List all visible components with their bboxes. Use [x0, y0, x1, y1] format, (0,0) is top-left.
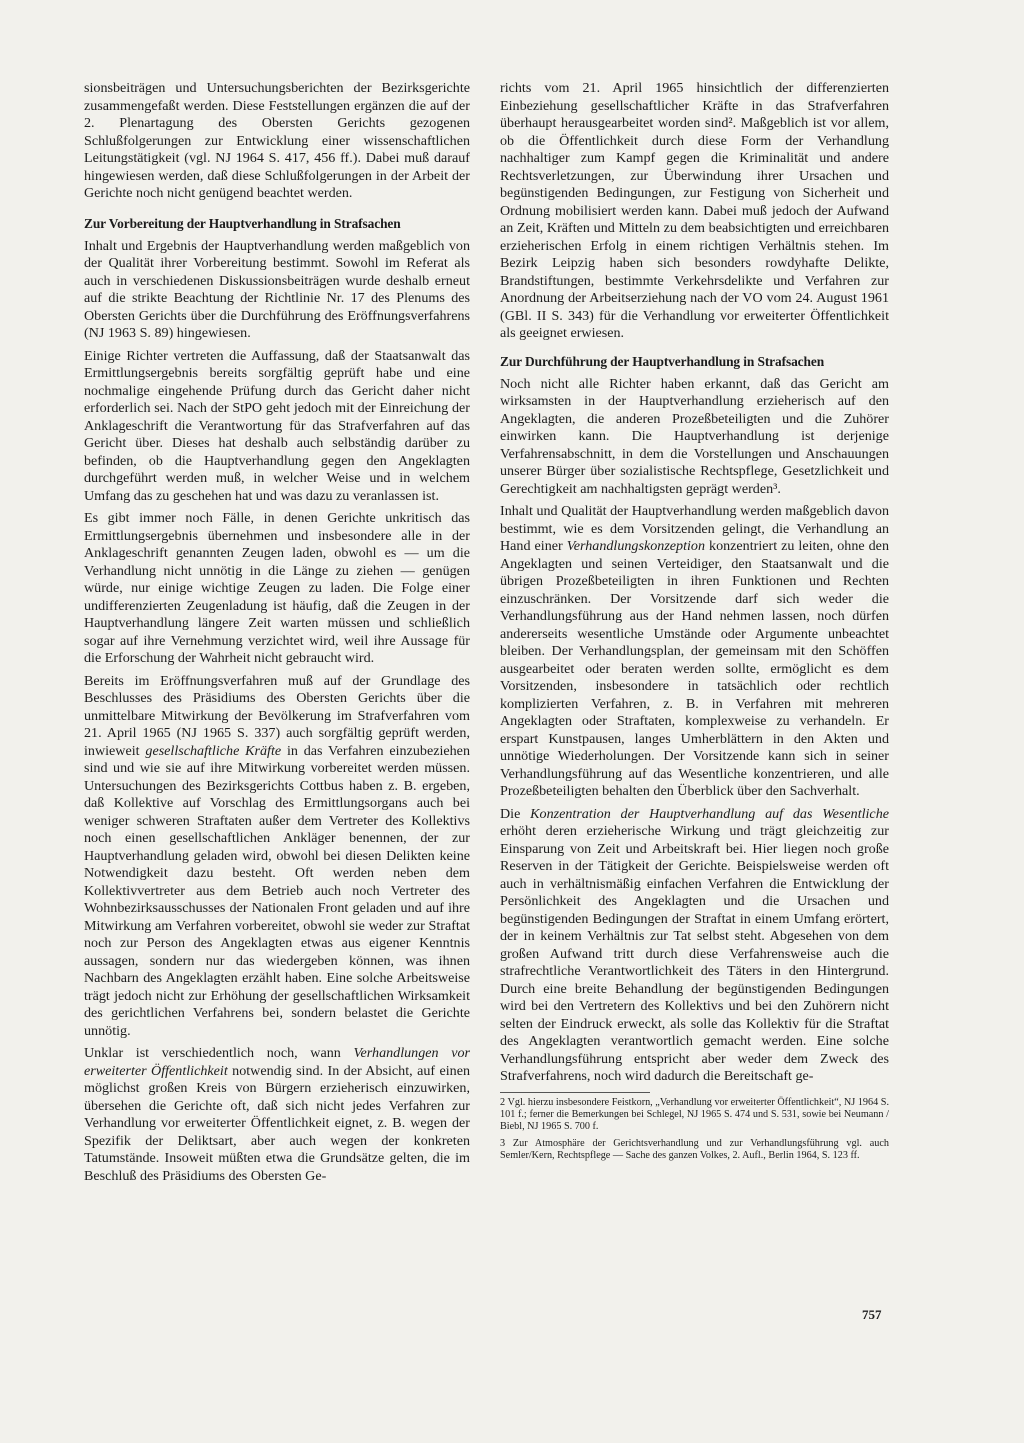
paragraph: sionsbeiträgen und Untersuchungsberichten der Bezirksgerichte zusammengefaßt werden. Diese Feststellungen ergänzen die auf der 2. Plenartagung des Obersten Gerichts gezogenen Schlußfolgerungen zur Entwicklung einer wissenschaftlichen Leitungstätigkeit (vgl. NJ 1964 S. 417, 456 ff.). Dabei muß darauf hingewiesen werden, daß diese Schlußfolgerungen in der Arbeit der Gerichte noch nicht genügend beachtet werden. [84, 80, 470, 201]
text-run: Bereits im Eröffnungsverfahren muß auf der Grundlage des Beschlusses des Präsidiums des Obersten Gerichts über die unmittelbare Mitwirkung der Bevölkerung im Strafverfahren vom 21. April 1965 (NJ 1965 S. 337) auch sorgfältig geprüft werden, inwieweit [84, 672, 470, 759]
paragraph [84, 1045, 470, 1185]
paragraph: Es gibt immer noch Fälle, in denen Gerichte unkritisch das Ermittlungsergebnis übernehmen und insbesondere alle in der Anklageschrift genannten Zeugen laden, obwohl es — um die Verhandlung nicht unnötig in die Länge zu ziehen — genügen würde, nur einige wichtige Zeugen zu laden. Die Folge einer undifferenzierten Zeugenladung ist häufig, daß die Zeugen in der Hauptverhandlung längere Zeit warten müssen und schließlich sogar auf ihre Vernehmung verzichtet wird, weil ihre Aussage für die Erforschung der Wahrheit nicht gebraucht wird. [84, 510, 470, 666]
paragraph [500, 806, 889, 1086]
emphasis: gesellschaftliche Kräfte [145, 742, 282, 759]
text-run: Unklar ist verschiedentlich noch, wann [84, 1045, 354, 1061]
emphasis: Konzentration der Hauptverhandlung auf das Wesentliche [530, 805, 889, 822]
paragraph [84, 673, 470, 1041]
paragraph: Einige Richter vertreten die Auffassung, daß der Staatsanwalt das Ermittlungsergebnis bereits sorgfältig geprüft habe und eine nochmalige eingehende Prüfung durch das Gericht daher nicht erforderlich sei. Nach der StPO geht jedoch mit der Einreichung der Anklageschrift die Verantwortung für das Strafverfahren auf das Gericht über. Dieses hat deshalb auch selbständig darüber zu befinden, ob die Hauptverhandlung gegen den Angeklagten durchgeführt werden muß, in welcher Weise und in welchem Umfang das zu geschehen hat und was dazu zu veranlassen ist. [84, 347, 470, 504]
paragraph: richts vom 21. April 1965 hinsichtlich der differenzierten Einbeziehung gesellschaftlicher Kräfte in das Strafverfahren überhaupt herausgearbeitet worden sind². Maßgeblich ist vor allem, ob die Öffentlichkeit durch diese Form der Verhandlung nachhaltiger zum Kampf gegen die Kriminalität und andere Rechtsverletzungen, zur Überwindung ihrer Ursachen und begünstigenden Bedingungen, zur Festigung von Sicherheit und Ordnung mobilisiert werden kann. Dabei muß jedoch der Aufwand an Zeit, Kräften und Mitteln zu dem beabsichtigten und erreichbaren erzieherischen Erfolg in einem richtigen Verhältnis stehen. Im Bezirk Leipzig haben sich besonders rowdyhafte Delikte, Brandstiftungen, bestimmte Verkehrsdelikte und Verfahren zur Anordnung der Arbeitserziehung nach der VO vom 24. August 1961 (GBl. II S. 343) für die Verhandlung vor erweiterter Öffentlichkeit als geeignet erwiesen. [500, 80, 889, 341]
right-column [500, 80, 889, 1168]
emphasis: Verhandlungskonzeption [566, 538, 706, 554]
paragraph [500, 503, 889, 801]
footnote: 2 Vgl. hierzu insbesondere Feistkorn, „Verhandlung vor erweiterter Öffentlichkeit“, NJ 1964 S. 101 f.; ferner die Bemerkungen bei Schlegel, NJ 1965 S. 474 und S. 531, sowie bei Neumann / Biebl, NJ 1965 S. 700 f. [500, 1096, 889, 1132]
page-number: 757 [862, 1307, 882, 1322]
section-heading: Zur Vorbereitung der Hauptverhandlung in Strafsachen [84, 215, 401, 231]
text-run: Die [500, 805, 531, 822]
left-column [84, 80, 470, 1190]
text-run: notwendig sind. In der Absicht, auf einen möglichst großen Kreis von Bürgern erzieherisch einzuwirken, übersehen die Gerichte oft, daß sich nicht jedes Verfahren zur Verhandlung vor erweiterter Öffentlichkeit eignet, z. B. wegen der Spezifik der Deliktsart, aber auch wegen der konkreten Tatumstände. Insoweit müßten etwa die Grundsätze gelten, die im Beschluß des Präsidiums des Obersten Ge- [84, 1062, 470, 1184]
emphasis: Verhandlungen vor erweiterter Öffentlichkeit [84, 1045, 470, 1079]
text-run: erhöht deren erzieherische Wirkung und trägt gleichzeitig zur Einsparung von Zeit und Arbeitskraft bei. Hier liegen noch große Reserven in der Tätigkeit der Gerichte. Beispielsweise werden oft auch in verhältnismäßig einfachen Verfahren die Entwicklung der Persönlichkeit des Angeklagten und die Ursachen und begünstigenden Bedingungen der Straftat in einem Umfang erörtert, der in keinem Verhältnis zur Tat selbst steht. Abgesehen von dem großen Aufwand tritt durch diese Verfahrensweise auch die strafrechtliche Verantwortlichkeit des Täters in den Hintergrund. Durch eine breite Behandlung der begünstigenden Bedingungen wird bei den Vertretern des Kollektivs und bei den Zuhörern nicht selten der Eindruck erweckt, als solle das Kollektiv für die Straftat des Angeklagten verantwortlich gemacht werden. Eine solche Verhandlungsführung entspricht aber weder dem Zweck des Strafverfahrens, noch wird dadurch die Bereitschaft ge- [500, 823, 889, 1084]
footnote: 3 Zur Atmosphäre der Gerichtsverhandlung und zur Verhandlungsführung vgl. auch Semler/Kern, Rechtspflege — Sache des ganzen Volkes, 2. Aufl., Berlin 1964, S. 123 ff. [500, 1138, 889, 1162]
section-heading: Zur Durchführung der Hauptverhandlung in Strafsachen [500, 353, 825, 369]
text-run: in das Verfahren einzubeziehen sind und wie sie auf ihre Mitwirkung vorbereitet werden müssen. Untersuchungen des Bezirksgerichts Cottbus haben z. B. ergeben, daß Kollektive auf Vorschlag des Ermittlungsorgans auch bei weniger schweren Straftaten außer dem Vertreter des Kollektivs noch einen gesellschaftlichen Ankläger benennen, der zur Hauptverhandlung geladen wird, obwohl bei diesen Delikten keine Notwendigkeit dazu besteht. Oft werden neben dem Kollektivvertreter aus dem Betrieb auch noch Vertreter des Wohnbezirksausschusses der Nationalen Front geladen und auf ihre Mitwirkung am Verfahren vorbereitet, obwohl sie weder zur Straftat noch zur Person des Angeklagten etwas aus eigener Kenntnis aussagen, sondern nur das wiedergeben können, was ihnen Nachbarn des Angeklagten erzählt haben. Eine solche Arbeitsweise trägt jedoch nicht zur Erhöhung der gesellschaftlichen Wirksamkeit des gerichtlichen Verfahrens bei, sondern belastet die Gerichte unnötig. [84, 742, 470, 1039]
text-run: Inhalt und Qualität der Hauptverhandlung werden maßgeblich davon bestimmt, wie es dem Vorsitzenden gelingt, die Verhandlung an Hand einer [500, 503, 889, 554]
paragraph: Inhalt und Ergebnis der Hauptverhandlung werden maßgeblich von der Qualität ihrer Vorbereitung bestimmt. Sowohl im Referat als auch in verschiedenen Diskussionsbeiträgen wurde deshalb erneut auf die strikte Beachtung der Richtlinie Nr. 17 des Plenums des Obersten Gerichts über die Durchführung des Eröffnungsverfahrens (NJ 1963 S. 89) hingewiesen. [84, 237, 470, 341]
paragraph: Noch nicht alle Richter haben erkannt, daß das Gericht am wirksamsten in der Hauptverhandlung erzieherisch auf den Angeklagten, die anderen Prozeßbeteiligten und die Zuhörer einwirken kann. Die Hauptverhandlung ist derjenige Verfahrensabschnitt, in dem die Vorstellungen und Anschauungen unserer Bürger über sozialistische Rechtspflege, Gesetzlichkeit und Gerechtigkeit am nachhaltigsten geprägt werden³. [500, 375, 889, 497]
text-run: konzentriert zu leiten, ohne den Angeklagten und seinen Verteidiger, den Staatsanwalt und die übrigen Prozeßbeteiligten in ihren Funktionen und Rechten einzuschränken. Der Vorsitzende darf sich weder die Verhandlungsführung aus der Hand nehmen lassen, noch dürfen andererseits wesentliche Umstände oder Argumente unbeachtet bleiben. Der Verhandlungsplan, der gemeinsam mit den Schöffen ausgearbeitet oder beraten werden sollte, ermöglicht es dem Vorsitzenden, insbesondere in tatsächlich oder rechtlich komplizierten Verfahren, z. B. in Verfahren mit mehreren Angeklagten oder Straftaten, komplexweise zu verhandeln. Er erspart Kunstpausen, langes Umherblättern in den Akten und unnötige Wiederholungen. Der Vorsitzende kann sich in seiner Verhandlungsführung auf das Wesentliche konzentrieren, und alle Prozeßbeteiligten behalten den Überblick über den Sachverhalt. [500, 538, 889, 799]
